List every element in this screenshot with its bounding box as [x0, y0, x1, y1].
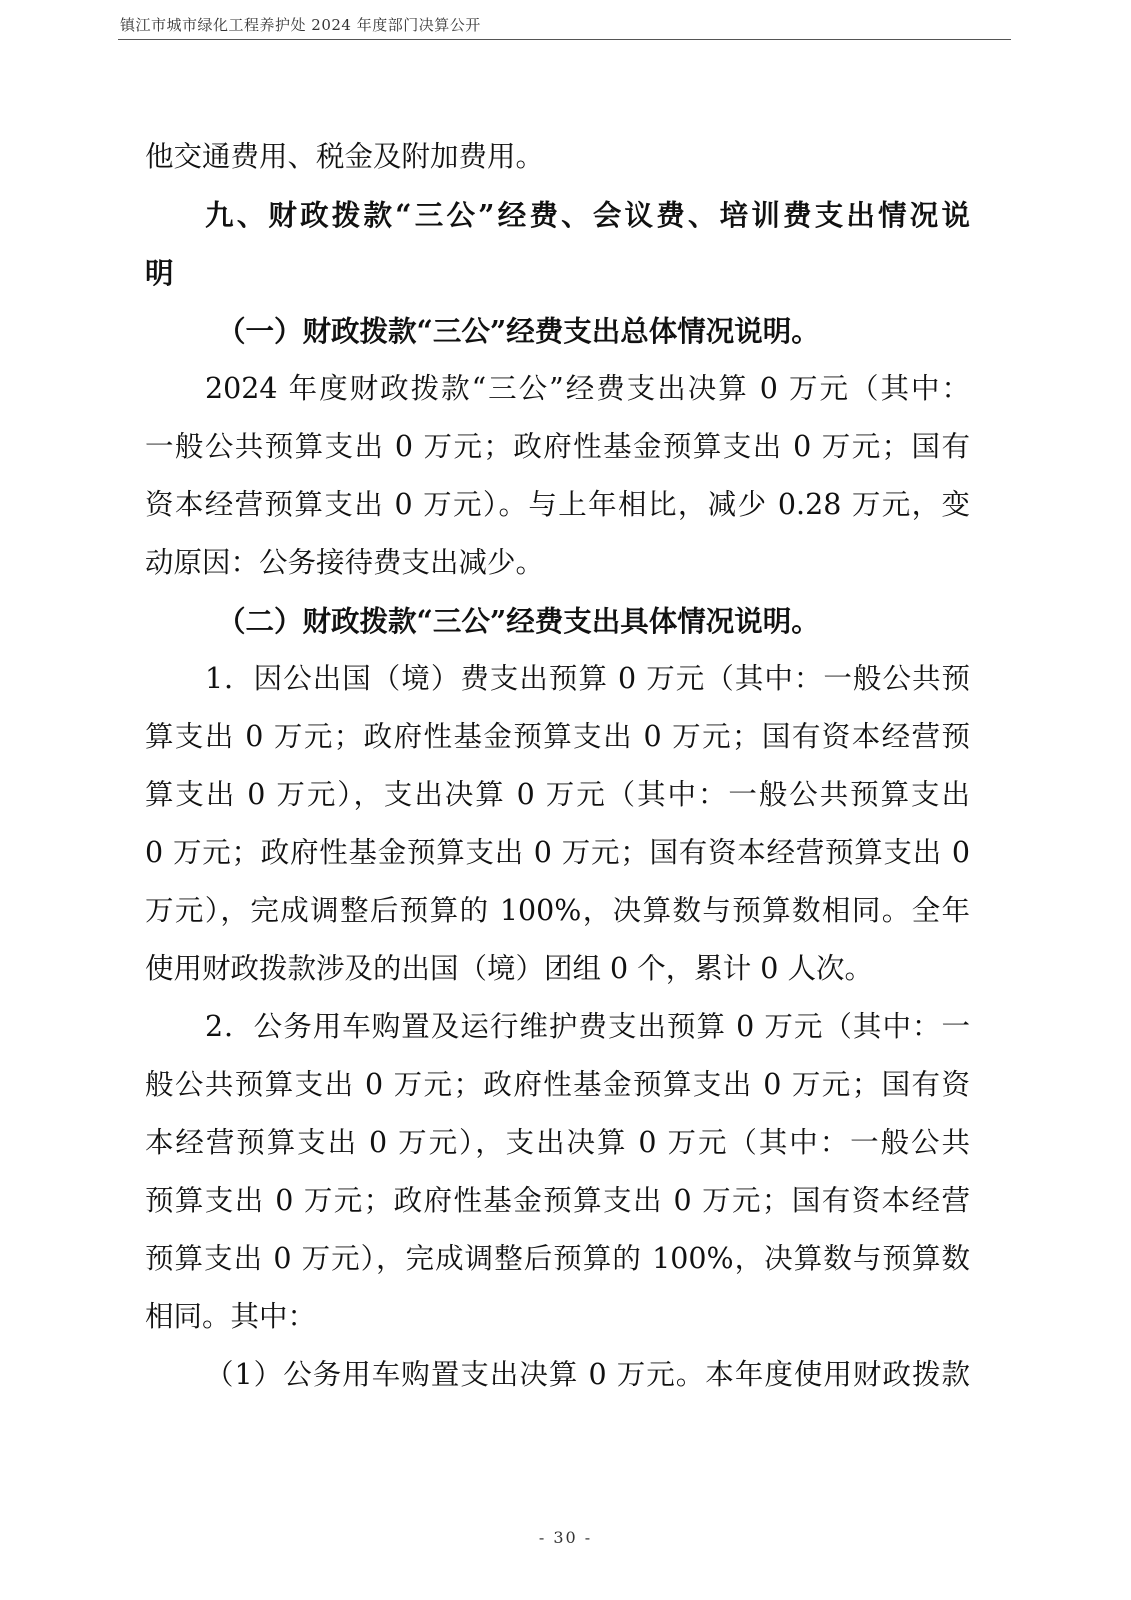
text-line: 2．公务用车购置及运行维护费支出预算 0 万元（其中：一	[205, 1010, 970, 1043]
text-line: 预算支出 0 万元；政府性基金预算支出 0 万元；国有资本经营	[145, 1184, 970, 1217]
text-line: 相同。其中：	[145, 1300, 317, 1333]
text-line: 0 万元；政府性基金预算支出 0 万元；国有资本经营预算支出 0	[145, 836, 970, 869]
section-heading-line: 九、财政拨款“三公”经费、会议费、培训费支出情况说	[205, 198, 970, 232]
text-line: 般公共预算支出 0 万元；政府性基金预算支出 0 万元；国有资	[145, 1068, 970, 1101]
text-line: 算支出 0 万元），支出决算 0 万元（其中：一般公共预算支出	[145, 778, 970, 811]
text-line: 算支出 0 万元；政府性基金预算支出 0 万元；国有资本经营预	[145, 720, 970, 753]
section-heading-line: 明	[145, 256, 174, 290]
text-line: 1．因公出国（境）费支出预算 0 万元（其中：一般公共预	[205, 662, 970, 695]
text-line: 动原因：公务接待费支出减少。	[145, 546, 545, 579]
text-line: 资本经营预算支出 0 万元）。与上年相比，减少 0.28 万元，变	[145, 488, 970, 521]
text-line: （1）公务用车购置支出决算 0 万元。本年度使用财政拨款	[205, 1358, 970, 1391]
subsection-heading: （一）财政拨款“三公”经费支出总体情况说明。	[217, 314, 820, 348]
text-line: 一般公共预算支出 0 万元；政府性基金预算支出 0 万元；国有	[145, 430, 970, 463]
text-line: 2024 年度财政拨款“三公”经费支出决算 0 万元（其中：	[205, 372, 970, 405]
header-divider	[118, 39, 1011, 40]
running-header: 镇江市城市绿化工程养护处 2024 年度部门决算公开	[120, 16, 481, 34]
page-number: - 30 -	[538, 1528, 593, 1547]
text-line: 他交通费用、税金及附加费用。	[145, 140, 545, 173]
text-line: 万元），完成调整后预算的 100%，决算数与预算数相同。全年	[145, 894, 970, 927]
text-line: 本经营预算支出 0 万元），支出决算 0 万元（其中：一般公共	[145, 1126, 970, 1159]
body-text	[145, 128, 970, 1404]
subsection-heading: （二）财政拨款“三公”经费支出具体情况说明。	[217, 604, 820, 638]
text-line: 预算支出 0 万元），完成调整后预算的 100%，决算数与预算数	[145, 1242, 970, 1275]
text-line: 使用财政拨款涉及的出国（境）团组 0 个，累计 0 人次。	[145, 952, 874, 985]
